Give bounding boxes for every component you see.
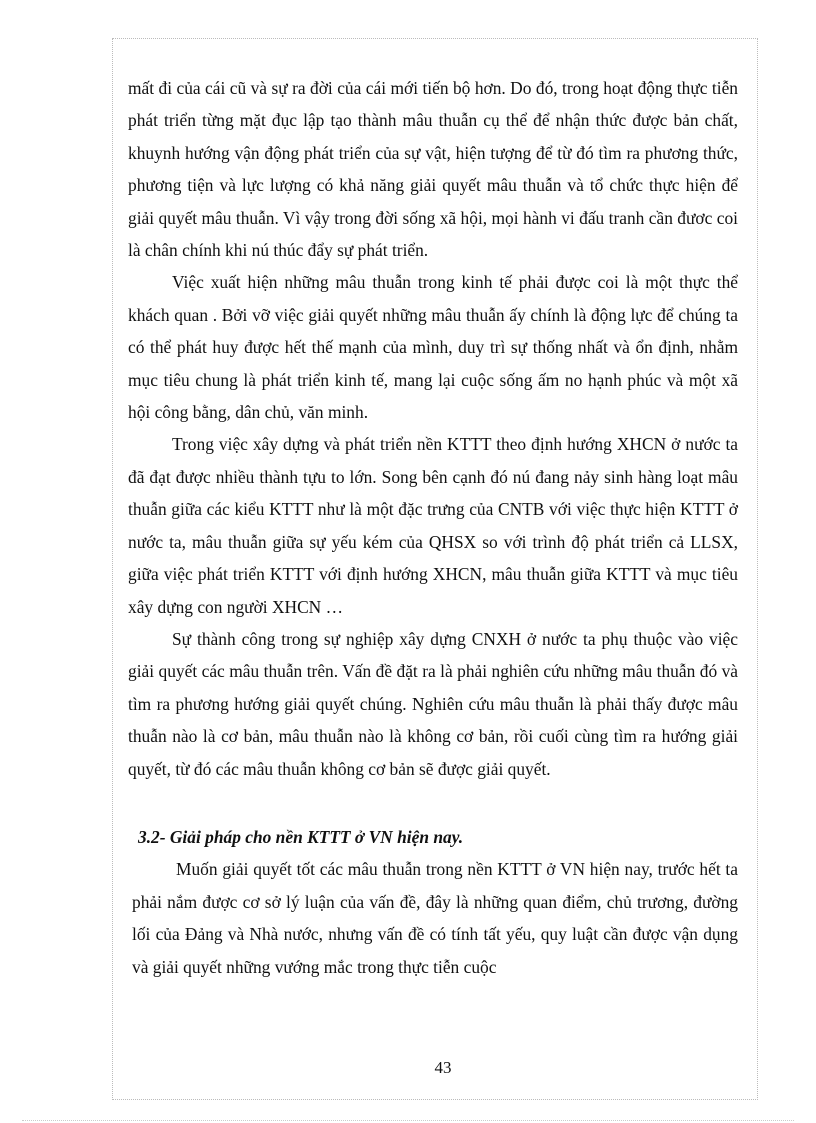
paragraph-3: Trong việc xây dựng và phát triển nền KTTT theo định hướng XHCN ở nước ta đã đạt được nhiều thành tựu to lớn. Song bên cạnh đó nú đang nảy sinh hàng loạt mâu thuẫn giữa các kiểu KTTT như là một đặc trưng của CNTB với việc thực hiện KTTT ở nước ta, mâu thuẫn giữa sự yếu kém của QHSX so với trình độ phát triển cả LLSX, giữa việc phát triển KTTT với định hướng XHCN, mâu thuẫn giữa KTTT và mục tiêu xây dựng con người XHCN … [128, 434, 738, 617]
bottom-divider [22, 1120, 794, 1121]
page-content [128, 72, 738, 983]
section-paragraph: Muốn giải quyết tốt các mâu thuẫn trong nền KTTT ở VN hiện nay, trước hết ta phải nắm được cơ sở lý luận của vấn đề, đây là những quan điểm, chủ trương, đường lối của Đảng và Nhà nước, nhưng vấn đề có tính tất yếu, quy luật cần được vận dụng và giải quyết những vướng mắc trong thực tiễn cuộc [132, 859, 738, 977]
paragraph-1: mất đi của cái cũ và sự ra đời của cái mới tiến bộ hơn. Do đó, trong hoạt động thực tiễn phát triển từng mặt đục lập tạo thành mâu thuẫn cụ thể để nhận thức được bản chất, khuynh hướng vận động phát triển của sự vật, hiện tượng để từ đó tìm ra phương thức, phương tiện và lực lượng có khả năng giải quyết mâu thuẫn và tổ chức thực hiện để giải quyết mâu thuẫn. Vì vậy trong đời sống xã hội, mọi hành vi đấu tranh cần đươc coi là chân chính khi nú thúc đẩy sự phát triển. [128, 78, 738, 261]
paragraph-2: Việc xuất hiện những mâu thuẫn trong kinh tế phải được coi là một thực thể khách quan . Bởi vỡ việc giải quyết những mâu thuẫn ấy chính là động lực để chúng ta có thể phát huy được hết thế mạnh của mình, duy trì sự thống nhất và ổn định, nhằm mục tiêu chung là phát triển kinh tế, mang lại cuộc sống ấm no hạnh phúc và một xã hội công bằng, dân chủ, văn minh. [128, 272, 738, 423]
page-number: 43 [434, 1058, 452, 1077]
paragraph-4: Sự thành công trong sự nghiệp xây dựng CNXH ở nước ta phụ thuộc vào việc giải quyết các mâu thuẫn trên. Vấn đề đặt ra là phải nghiên cứu những mâu thuẫn đó và tìm ra phương hướng giải quyết chúng. Nghiên cứu mâu thuẫn là phải thấy được mâu thuẫn nào là cơ bản, mâu thuẫn nào là không cơ bản, rồi cuối cùng tìm ra hướng giải quyết, từ đó các mâu thuẫn không cơ bản sẽ được giải quyết. [128, 628, 738, 779]
section-heading: 3.2- Giải pháp cho nền KTTT ở VN hiện nay. [138, 826, 464, 847]
